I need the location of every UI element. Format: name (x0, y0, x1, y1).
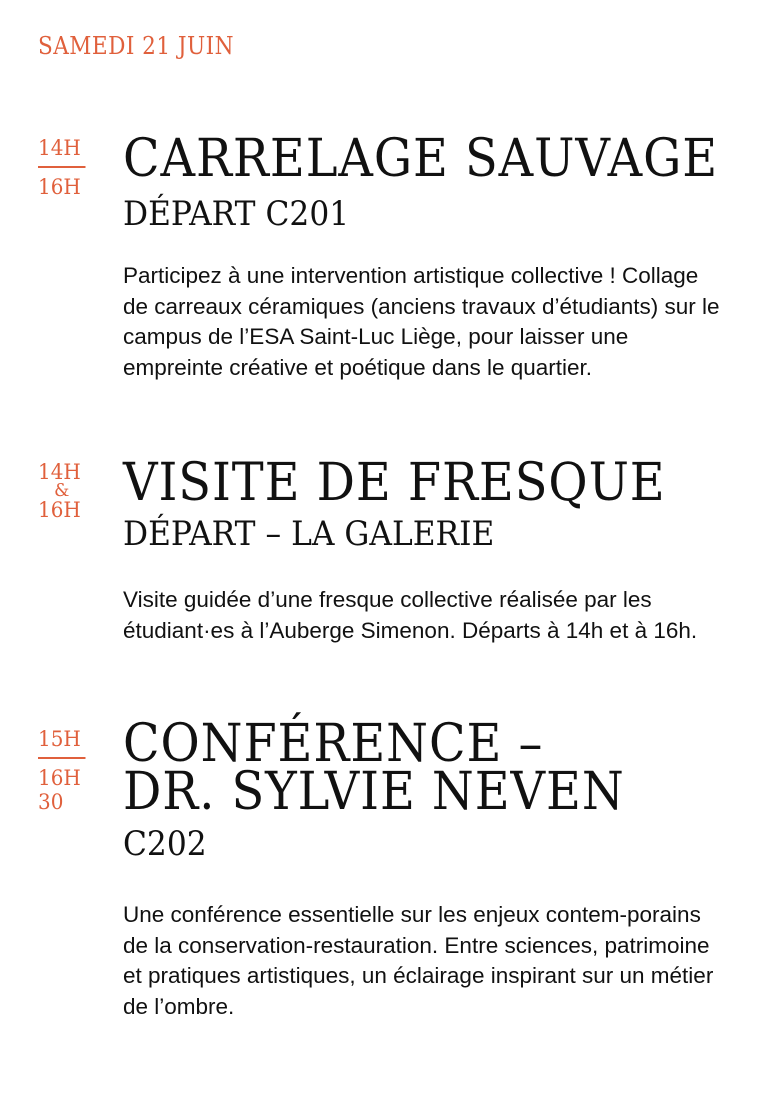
event-time (38, 727, 87, 814)
event-description: Visite guidée d’une fresque collective réalisée par les étudiant·es à l’Auberge Simenon. Départs à 14h et à 16h. (123, 587, 698, 643)
event-title: CARRELAGE SAUVAGE (123, 129, 719, 189)
event-description: Une conférence essentielle sur les enjeux contem-porains de la conservation-restauration. Entre sciences, patrimoine et pratiques artistiques, un éclairage inspirant sur un métier de l’ombre. (123, 902, 714, 1019)
time-end: 16H (38, 498, 81, 522)
time-joiner: & (54, 480, 70, 501)
time-start: 14H (38, 136, 81, 160)
time-end-minutes: 30 (38, 789, 64, 814)
time-end: 16H (38, 174, 81, 199)
event-title-line2: DR. SYLVIE NEVEN (123, 762, 625, 822)
event-location: C202 (123, 824, 207, 864)
page-date: SAMEDI 21 JUIN (38, 32, 234, 60)
event-description: Participez à une intervention artistique collective ! Collage de carreaux céramiques (anciens travaux d’étudiants) sur le campus de l’ESA Saint-Luc Liège, pour laisser une empreinte créative et poétique dans le quartier. (123, 263, 720, 380)
time-start: 15H (38, 727, 81, 751)
event-title: VISITE DE FRESQUE (123, 453, 666, 513)
time-start: 14H (38, 460, 81, 484)
time-end: 16H (38, 765, 81, 790)
time-divider (38, 166, 86, 168)
event-location: DÉPART – LA GALERIE (123, 514, 495, 554)
event-time (38, 460, 87, 522)
event-location: DÉPART C201 (123, 194, 350, 234)
event-title-line1: CONFÉRENCE – (123, 714, 544, 774)
time-divider (38, 757, 86, 759)
event-time (38, 136, 87, 199)
